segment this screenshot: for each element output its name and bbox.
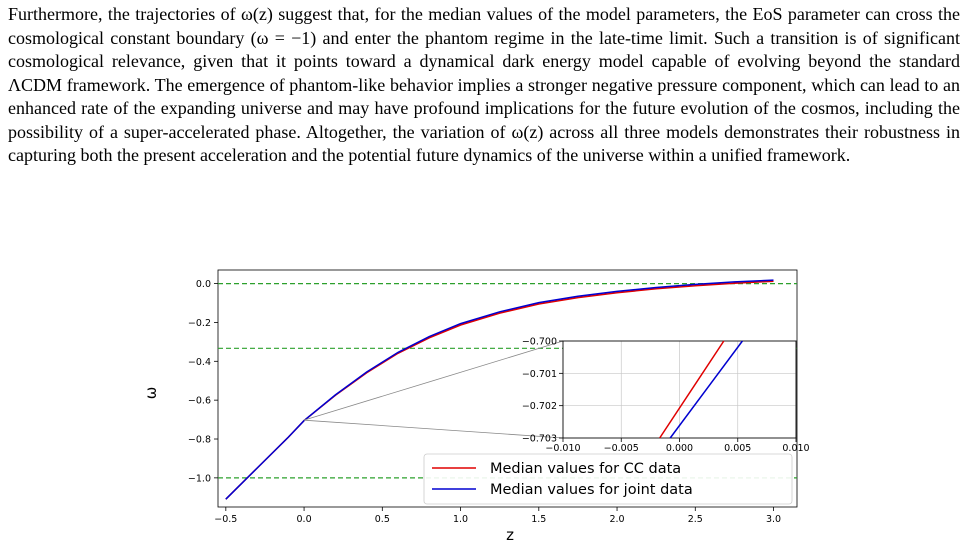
y-axis-label: ω: [142, 386, 160, 400]
y-tick-label: 0.0: [195, 279, 211, 291]
body-paragraph: Furthermore, the trajectories of ω(z) suggest that, for the median values of the model parameters, the EoS parameter can cross the cosmological constant boundary (ω = −1) and enter the phantom regime in the late-time limit. Such a transition is of significant cosmological relevance, given that it points toward a dynamical dark energy model capable of evolving beyond the standard ΛCDM framework. The emergence of phantom-like behavior implies a stronger negative pressure component, which can lead to an enhanced rate of the expanding universe and may have profound implications for the future evolution of the cosmos, including the possibility of a super-accelerated phase. Altogether, the variation of ω(z) across all three models demonstrates their robustness in capturing both the present acceleration and the potential future dynamics of the universe within a unified framework.: [8, 4, 960, 165]
inset-x-tick-label: 0.010: [782, 443, 810, 454]
legend-label-0: Median values for CC data: [490, 461, 682, 477]
x-tick-label: −0.5: [214, 514, 238, 525]
y-tick-label: −0.4: [187, 356, 211, 368]
y-tick-label: −0.2: [187, 317, 211, 329]
inset-y-tick-label: −0.700: [521, 336, 557, 348]
y-tick-label: −1.0: [187, 473, 211, 485]
x-tick-label: 0.0: [296, 514, 312, 525]
x-tick-label: 2.5: [687, 514, 703, 525]
inset-y-tick-label: −0.702: [521, 401, 557, 413]
x-axis-label: z: [506, 526, 514, 544]
inset-y-tick-label: −0.701: [521, 368, 557, 380]
x-tick-label: 1.0: [452, 514, 469, 525]
y-tick-label: −0.8: [187, 434, 211, 446]
inset-x-tick-label: −0.005: [603, 443, 639, 454]
legend: [424, 454, 792, 504]
inset-x-tick-label: 0.000: [665, 443, 694, 454]
legend-label-1: Median values for joint data: [490, 482, 693, 498]
x-tick-label: 2.0: [609, 514, 625, 525]
x-tick-label: 0.5: [374, 514, 390, 525]
inset-x-tick-label: 0.005: [724, 443, 752, 454]
y-tick-label: −0.6: [187, 395, 211, 407]
inset-y-tick-label: −0.703: [521, 433, 557, 445]
x-tick-label: 3.0: [765, 514, 782, 525]
x-tick-label: 1.5: [531, 514, 547, 525]
inset-x-tick-label: −0.010: [545, 443, 581, 454]
